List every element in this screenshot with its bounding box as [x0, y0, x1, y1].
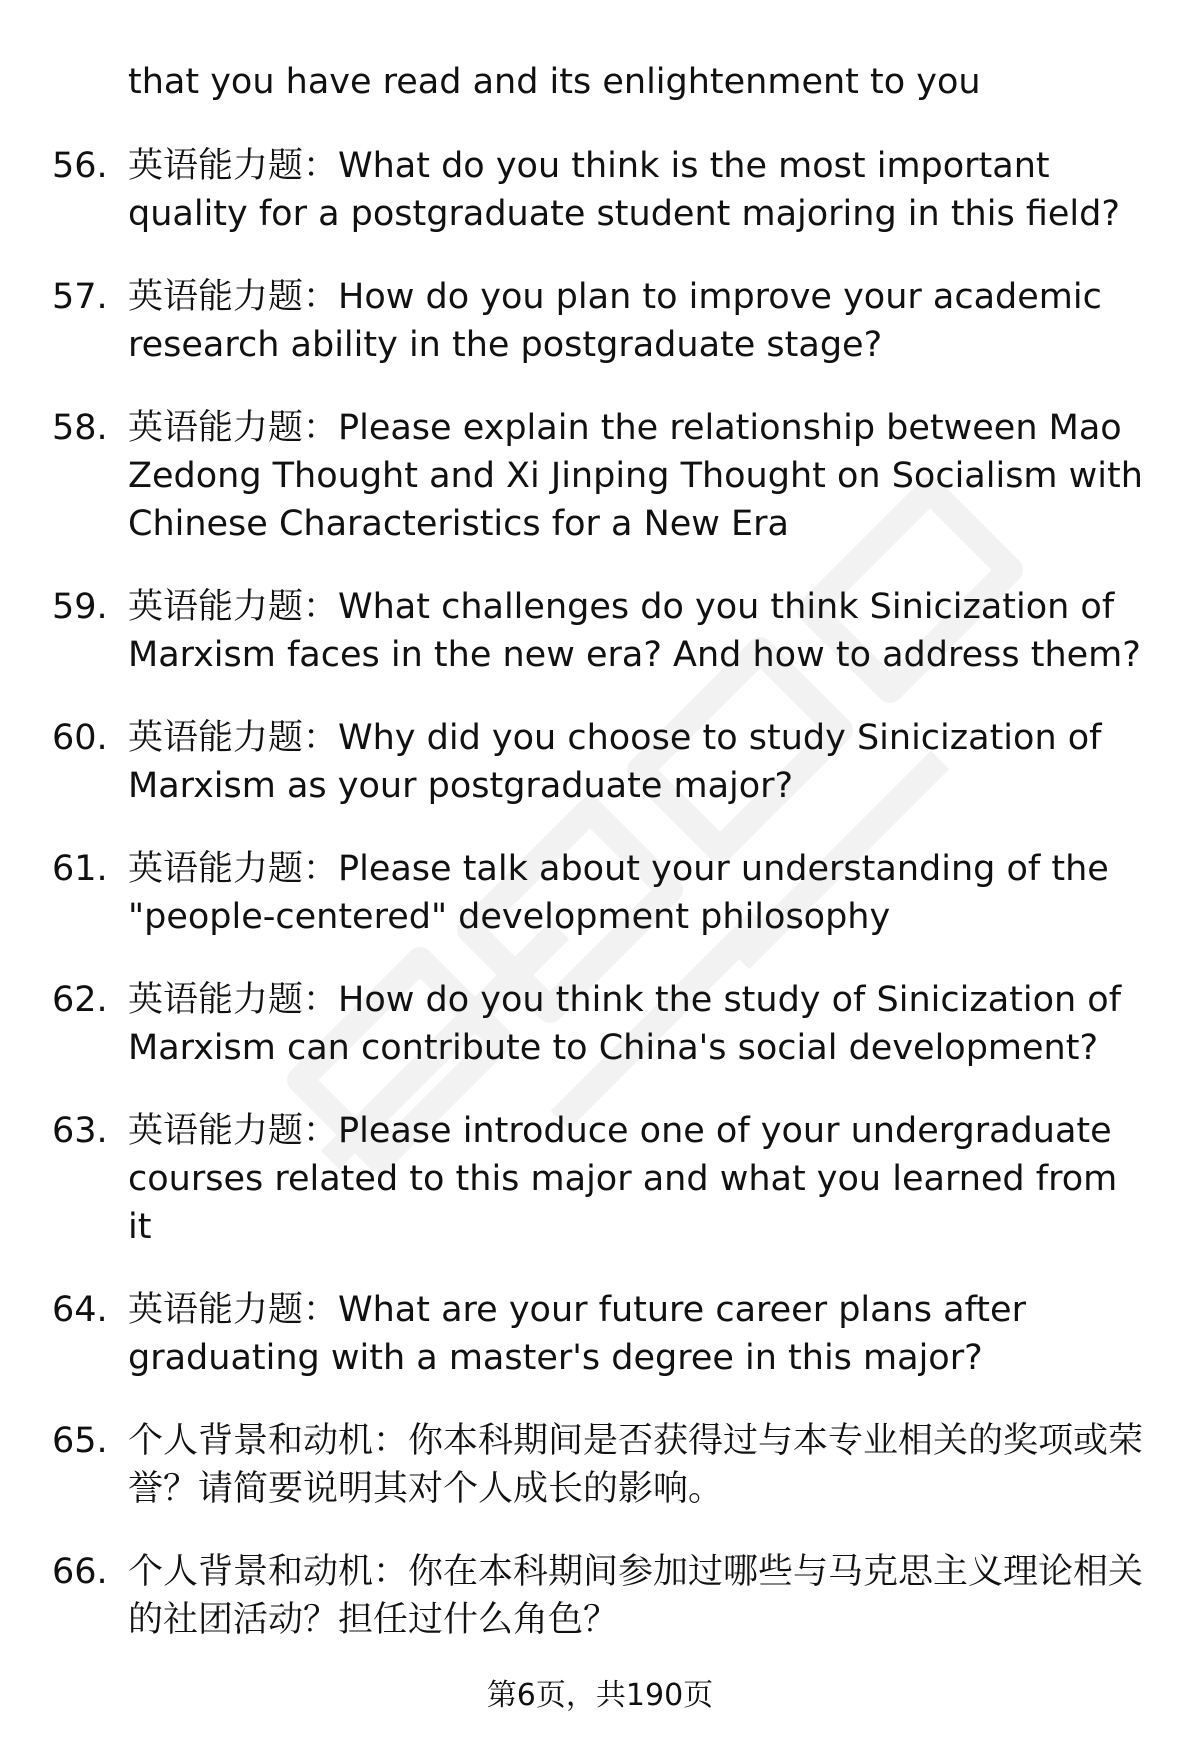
question-number: 65.	[52, 1421, 108, 1461]
question-text: 英语能力题：How do you plan to improve your academic research ability in the postgraduate stage?	[128, 277, 1102, 365]
question-text: 英语能力题：Please explain the relationship between Mao Zedong Thought and Xi Jinping Thought on Socialism with Chinese Characteristics for a New Era	[128, 408, 1143, 544]
question-text: 个人背景和动机：你在本科期间参加过哪些与马克思主义理论相关的社团活动？担任过什么角色？	[128, 1552, 1144, 1640]
question-number: 62.	[52, 980, 108, 1020]
question-item	[0, 714, 1148, 810]
question-number: 58.	[52, 408, 108, 448]
continuation-text: that you have read and its enlightenment to you	[128, 62, 981, 102]
question-number: 63.	[52, 1111, 108, 1151]
question-item	[0, 1286, 1148, 1382]
question-item	[0, 976, 1148, 1072]
question-item	[0, 1417, 1148, 1513]
question-number: 59.	[52, 587, 108, 627]
question-item	[0, 845, 1148, 941]
question-item	[0, 583, 1148, 679]
question-number: 66.	[52, 1552, 108, 1592]
question-item	[0, 1107, 1148, 1251]
question-number: 61.	[52, 849, 108, 889]
question-text: 个人背景和动机：你本科期间是否获得过与本专业相关的奖项或荣誉？请简要说明其对个人成长的影响。	[128, 1421, 1144, 1509]
question-item	[0, 273, 1148, 369]
question-text: 英语能力题：Please talk about your understanding of the "people-centered" development philosophy	[128, 849, 1109, 937]
question-item	[0, 404, 1148, 548]
question-number: 57.	[52, 277, 108, 317]
question-text: 英语能力题：Why did you choose to study Sinicization of Marxism as your postgraduate major?	[128, 718, 1102, 806]
question-text: 英语能力题：Please introduce one of your undergraduate courses related to this major and what you learned from it	[128, 1111, 1118, 1247]
question-number: 56.	[52, 146, 108, 186]
question-list	[0, 142, 1200, 1679]
question-item	[0, 1548, 1148, 1644]
page-footer: 第6页，共190页	[486, 1678, 714, 1713]
question-number: 64.	[52, 1290, 108, 1330]
question-text: 英语能力题：How do you think the study of Sinicization of Marxism can contribute to China's social development?	[128, 980, 1122, 1068]
question-text: 英语能力题：What are your future career plans after graduating with a master's degree in this major?	[128, 1290, 1026, 1378]
question-number: 60.	[52, 718, 108, 758]
question-text: 英语能力题：What challenges do you think Sinicization of Marxism faces in the new era? And how to address them?	[128, 587, 1141, 675]
question-item	[0, 142, 1148, 238]
question-text: 英语能力题：What do you think is the most important quality for a postgraduate student majoring in this field?	[128, 146, 1120, 234]
